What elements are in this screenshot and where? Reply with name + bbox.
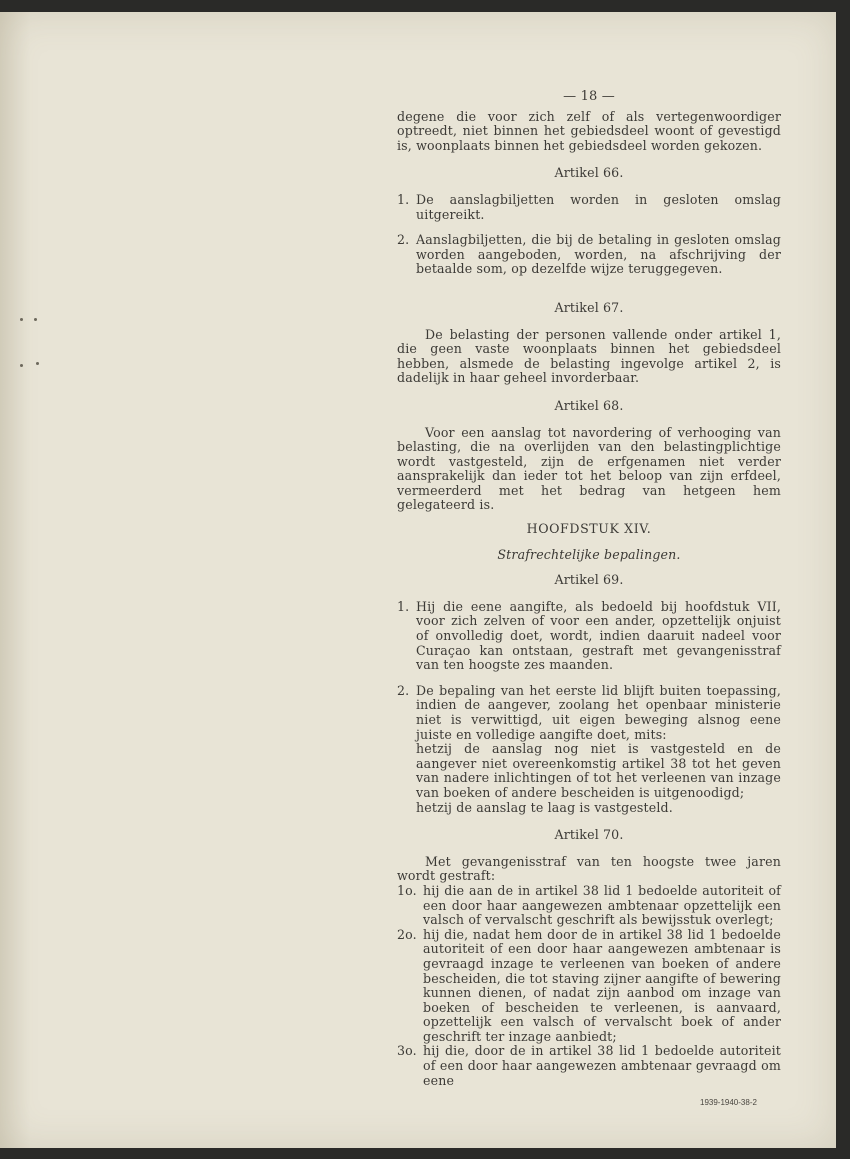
document-body xyxy=(397,90,781,1088)
item-number: 2. xyxy=(397,232,410,248)
article-66-heading: Artikel 66. xyxy=(554,165,624,181)
article-67-text: De belasting der personen vallende onder artikel 1, die geen vaste woonplaats binnen het gebiedsdeel hebben, alsmede de belasting ingevolge artikel 2, is dadelijk in haar geheel invorderbaar. xyxy=(397,326,781,386)
item-number: 1. xyxy=(397,598,410,614)
punch-mark xyxy=(20,364,23,367)
condition-text: hetzij de aanslag nog niet is vastgesteld en de aangever niet overeenkomstig artikel 38 tot het geven van nadere inlichtingen of tot het verleenen van inzage van boeken of andere bescheiden is uitgenoodigd; xyxy=(416,741,781,800)
article-66-item xyxy=(397,233,781,277)
document-page xyxy=(0,12,836,1148)
item-number: 1o. xyxy=(397,882,417,898)
item-number: 1. xyxy=(397,191,410,207)
page-shadow xyxy=(0,12,30,1148)
page-number: — 18 — xyxy=(563,89,615,104)
article-66-item xyxy=(397,193,781,222)
item-text: Hij die eene aangifte, als bedoeld bij hoofdstuk VII, voor zich zelven of voor een ander, opzettelijk onjuist of onvolledig doet, wordt, indien daaruit nadeel voor Curaçao kan ontstaan, gestraft met gevangenisstraf van ten hoogste zes maanden. xyxy=(416,598,781,673)
chapter-title: HOOFDSTUK XIV. xyxy=(526,521,652,537)
article-67-heading: Artikel 67. xyxy=(554,299,624,315)
chapter-subtitle: Strafrechtelijke bepalingen. xyxy=(497,546,681,562)
article-68-text: Voor een aanslag tot navordering of verhooging van belasting, die na overlijden van den belastingplichtige wordt vastgesteld, zijn de erfgenamen niet verder aansprakelijk dan ieder tot het beloop van zijn erfdeel, vermeerderd met het bedrag van hetgeen hem gelegateerd is. xyxy=(397,424,781,513)
item-text: hij die, door de in artikel 38 lid 1 bedoelde autoriteit of een door haar aangewezen ambtenaar gevraagd om eene xyxy=(423,1043,781,1088)
article-70-item xyxy=(397,928,781,1045)
item-text: hij die aan de in artikel 38 lid 1 bedoelde autoriteit of een door haar aangewezen ambtenaar opzettelijk een valsch of vervalscht geschrift als bewijsstuk overlegt; xyxy=(423,882,781,928)
condition-text: hetzij de aanslag te laag is vastgesteld. xyxy=(416,799,673,815)
article-69-item xyxy=(397,600,781,673)
item-text: De aanslagbiljetten worden in gesloten omslag uitgereikt. xyxy=(416,191,781,222)
item-number: 2o. xyxy=(397,926,417,942)
article-70-item xyxy=(397,1044,781,1088)
article-70-heading: Artikel 70. xyxy=(554,827,624,843)
intro-paragraph: degene die voor zich zelf of als vertegenwoordiger optreedt, niet binnen het gebiedsdeel woont of gevestigd is, woonplaats binnen het gebiedsdeel worden gekozen. xyxy=(397,108,781,153)
item-text: hij die, nadat hem door de in artikel 38 lid 1 bedoelde autoriteit of een door haar aangewezen ambtenaar is gevraagd inzage te verleenen van boeken of andere bescheiden, die tot staving zijner aangifte of bewering kunnen dienen, of nadat zijn aanbod om inzage van boeken of bescheiden te verleenen, is aanvaard, opzettelijk een valsch of vervalscht boek of ander geschrift ter inzage aanbiedt; xyxy=(423,926,781,1044)
article-70-intro: Met gevangenisstraf van ten hoogste twee jaren wordt gestraft: xyxy=(397,853,781,884)
article-69-heading: Artikel 69. xyxy=(554,572,624,588)
punch-mark xyxy=(36,362,39,365)
article-69-item xyxy=(397,684,781,815)
item-text: Aanslagbiljetten, die bij de betaling in gesloten omslag worden aangeboden, worden, na afschrijving der betaalde som, op dezelfde wijze teruggegeven. xyxy=(416,232,781,277)
document-code: 1939-1940-38-2 xyxy=(700,1098,757,1107)
article-68-heading: Artikel 68. xyxy=(554,397,624,413)
item-text: De bepaling van het eerste lid blijft buiten toepassing, indien de aangever, zoolang het openbaar ministerie niet is verwittigd, uit eigen beweging alsnog eene juiste en volledige aangifte doet, mits: xyxy=(416,682,781,742)
article-70-item xyxy=(397,884,781,928)
item-number: 2. xyxy=(397,682,410,698)
punch-mark xyxy=(20,318,23,321)
item-number: 3o. xyxy=(397,1043,417,1059)
punch-mark xyxy=(34,318,37,321)
